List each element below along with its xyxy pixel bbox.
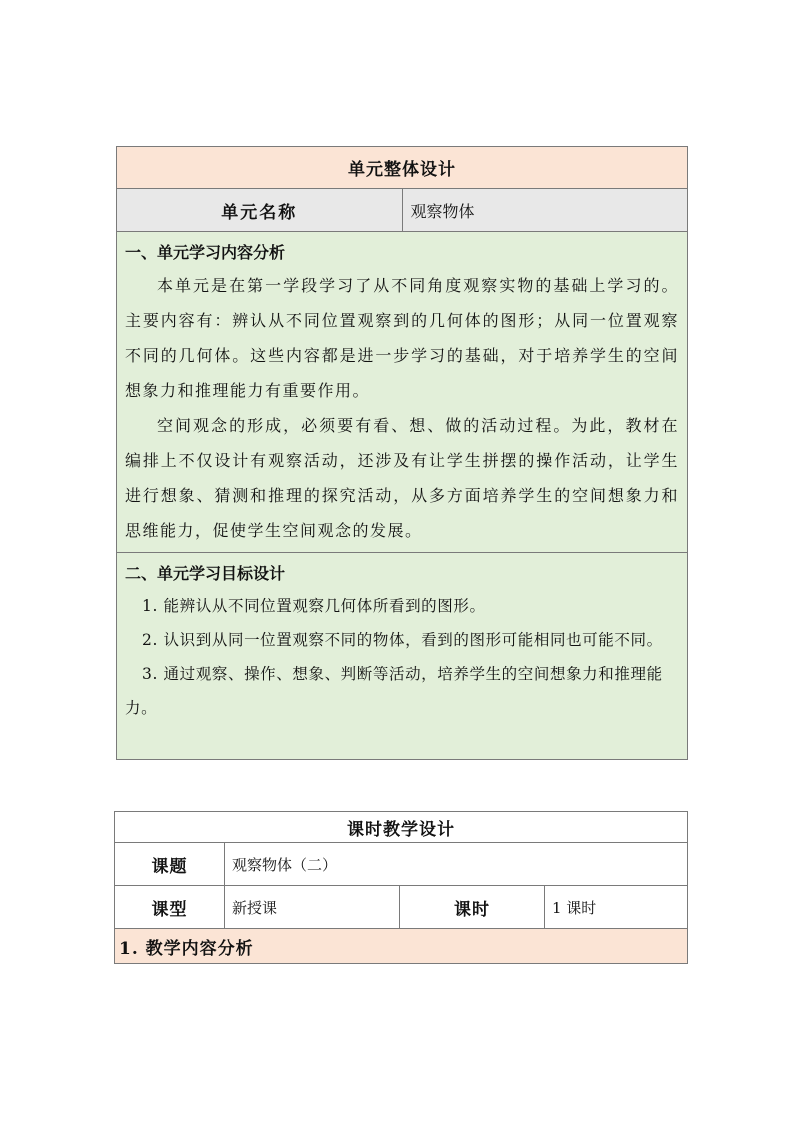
lesson-design-table: [114, 811, 688, 964]
unit-name-label: 单元名称: [117, 189, 403, 232]
topic-label: 课题: [115, 843, 225, 886]
topic-value: 观察物体（二）: [225, 843, 688, 886]
learning-goals-section: [117, 553, 688, 760]
teaching-content-heading: 1. 教学内容分析: [115, 929, 688, 964]
unit-name-value: 观察物体: [402, 189, 688, 232]
lesson-table-title: 课时教学设计: [115, 812, 688, 843]
class-hours-label: 课时: [400, 886, 545, 929]
content-analysis-section: [117, 232, 688, 553]
analysis-paragraph: 空间观念的形成，必须要有看、想、做的活动过程。为此，教材在编排上不仅设计有观察活动，还涉及有让学生拼摆的操作活动，让学生进行想象、猜测和推理的探究活动，从多方面培养学生的空间想象力和思维能力，促使学生空间观念的发展。: [125, 416, 679, 540]
goal-item: 3. 通过观察、操作、想象、判断等活动，培养学生的空间想象力和推理能力。: [125, 665, 663, 717]
analysis-paragraph: 本单元是在第一学段学习了从不同角度观察实物的基础上学习的。主要内容有：辨认从不同位置观察到的几何体的图形；从同一位置观察不同的几何体。这些内容都是进一步学习的基础，对于培养学生的空间想象力和推理能力有重要作用。: [125, 276, 679, 400]
lesson-type-value: 新授课: [225, 886, 400, 929]
goal-item: 1. 能辨认从不同位置观察几何体所看到的图形。: [142, 597, 486, 615]
lesson-type-label: 课型: [115, 886, 225, 929]
learning-goals-heading: 二、单元学习目标设计: [125, 564, 286, 583]
class-hours-value: 1 课时: [545, 886, 688, 929]
unit-table-title: 单元整体设计: [117, 147, 688, 189]
goal-item: 2. 认识到从同一位置观察不同的物体，看到的图形可能相同也可能不同。: [142, 631, 663, 649]
content-analysis-heading: 一、单元学习内容分析: [125, 243, 286, 262]
unit-design-table: [116, 146, 688, 760]
